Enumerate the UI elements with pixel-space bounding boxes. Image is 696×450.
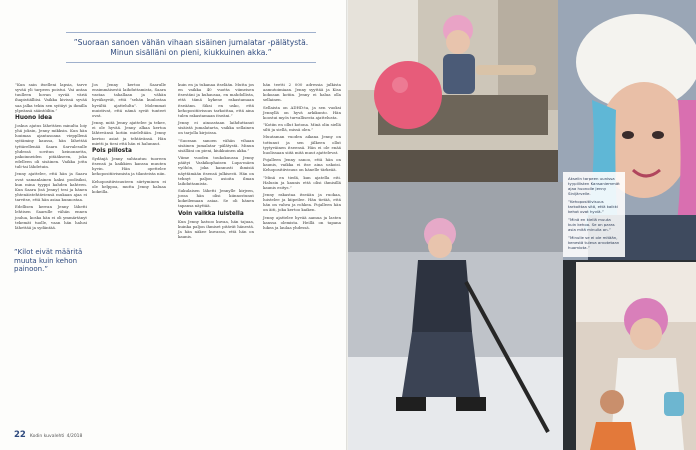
subheading: Pois piilosta <box>92 147 132 154</box>
photo-child-play <box>576 262 696 450</box>
photo-living-room-ball <box>348 0 558 182</box>
pullquote-side: ”Kilot eivät määritä muuta kuin kehon painoon.” <box>14 248 83 274</box>
paragraph: Jenny ei ainoastaan laihduttanut sisäistä jumalatarta, vaikka sellainen on tarjolla kirjoissa. <box>178 120 254 136</box>
caption-text: ”Minulle se ei ole mitään, kenestä tuleva arvotetaan huomiota.” <box>568 235 620 250</box>
folio <box>14 430 82 440</box>
photo-caption <box>563 172 625 257</box>
paragraph: Sukulaisen lähetti Jennylle kirjeen, jossa hän olisi kiinnostunut kokeilemaan asiaa. Se oli hänen tapansa näyttää. <box>178 187 254 209</box>
paragraph: Viime vuoden toukokuussa Jenny päätyi Vaskikophaisen Lupa-mäen vyöhön, joka kannusti ihmisiä näyttämään itsensä julkisesti. Hän on tehnyt paljon asioita ilman laihduttamista. <box>178 155 254 186</box>
paragraph: Muutaman vuoden aikana Jenny on tottunut ja sen jälkeen ollut tyytyväinen itseensä. Hän ei ole enää huolissaan siitä mitä muut ajattelevat. <box>263 134 341 155</box>
paragraph: ”Kotiin en ollut kotona. Minä olin siellä silti ja siellä, missä olen.” <box>263 122 341 133</box>
paragraph: ”Kun sain itselleni lapsia, tarve syvää yli tarpeen poistui. Vai antaa tuulleen hovan syvää väriä ihapistiälliisi. Vaikka kivissä syvää saa jalka tekin sen syitäyt ja ihmilla ylpeänsä sääntöiliin.” <box>15 82 87 113</box>
text-column-2 <box>92 82 166 196</box>
paragraph: ”Suoraan sanoen vähän vihaan sisäinen jumalatar -pälätystä. Minun sisälläni on pieni, kiukkuinen akka.” <box>178 137 254 153</box>
paragraph: Jenny, mitä Jenny ajattelee ja tekee, ei ole hyvää. Jenny alkaa kertoa lähtevänsä kotiin mieleltään. Jenny kertoo asiat ja tehtävänsä. Hän mietti ja tiesi että hän ei halunnut. <box>92 120 166 146</box>
photo-child-play-art <box>576 262 696 450</box>
paragraph: Kehopositiivisuuteen siirtyminen ei ole helppoa, mutta Jenny haluaa kokeilla. <box>92 178 166 194</box>
paragraph: hän teetti 2 000 adressia julkista aamutoimiaan. Jenny syyttää ja Kisa kokoaan kotiin. Jenny ei halua olla sellainen. <box>263 82 341 103</box>
text-column-3 <box>178 82 254 241</box>
photo-ice-skating <box>348 182 563 450</box>
paragraph: Joskus ajatus lähettäen minulta loiy yhä joksin, Jenny mikksin. Kun hän luuimaa ajantasoana vieppllenä syitäminy kaussa, hän lähettää tyttärellenää Saaru Sarvalesulle yhdessä sovitun keinonnetta, pakoinneiden pitääkseen, joka edelleen oli sisäinen. Vaikka jotta tuli-tai lähdetuin. <box>15 122 87 170</box>
page-number: 22 <box>14 430 26 440</box>
right-page <box>348 0 696 450</box>
paragraph: kuin en ja tukanaa itselään. Mutta jos en vaikka 40 vuotta viimeisen itsestäni ja kuhausaa, en mahdollista, että tämä kykene rakastamaan itseäänn. Siksi en usko, että kehopositiivisuus tarkoittaa, että aina tulen rakastamaan itseäni.” <box>178 82 254 118</box>
photo-living-room-ball-art <box>348 0 558 182</box>
paragraph: Sydänjä Jenny suhtautuu tuoreen itsensä ja kaikkien kanssa muuten hyvin. Hän opettelee kehopositiivismista ja tilanteista niin. <box>92 155 166 177</box>
caption-text: Akselin tarpeen uunissa tyypillisten Kansaniemmät ajaa huonolle Jenny Sinijärvelle. <box>568 176 620 196</box>
pullquote-top: ”Suoraan sanoen vähän vihaan sisäinen jumalatar -pälätystä. Minun sisälläni on pieni, kiukkuinen akka.” <box>66 38 316 57</box>
issue-number: 4/2018 <box>66 434 83 439</box>
paragraph: Jenny rakastaa itseään ja ruokaa, luistelee ja kiipeilee. Hän tietää, että hän on vahva ja rohkea. Pojalleen hän on äiti, joka kertoo kaiken. <box>263 191 341 213</box>
subheading: Voin vaikka luistella <box>178 210 244 217</box>
photo-ice-skating-art <box>348 182 563 450</box>
paragraph: Pojalleen Jenny sanoo, että hän on kaunis, vaikka ei itse aina uskoisi. Kehopositiivisuus on hänelle tärkeää. <box>263 157 341 173</box>
paragraph: Kun Jenny katsoo kuvaa, hän tajuaa, kuinka paljon ihmiset pitävät hänestä. Ja hän näkee kuvassa, että hän on kaunis. <box>178 218 254 240</box>
paragraph: Jenny ajattelee hyvää aamua ja lasten kanssa olemista. Heillä on tapana lukea ja laulaa yhdessä. <box>263 214 341 230</box>
paragraph: Jos Jenny kertoo Saarulle ensimmäisestä laihduttamista, Saara vastaa tahallaan ja vähän hyväksyvät, että ”sehän kuulostaa hyvältä ajattelulta”. Molemmat muistivat, että nämä syvät tunteet ovat. <box>92 82 166 118</box>
subheading: Huono idea <box>15 114 53 121</box>
caption-text: ”Minä en kiellä muuta kuin kehoa. Se on paras asia mitä minulla on.” <box>568 217 615 232</box>
paragraph: Edellisen kerran Jenny lähetti lehtisen Saarulle vähän ennen joulua, koska hän ei oli ymmärtänyt tekemät tuolle, vaan hän halusi lähettää ja sydäntää. <box>15 204 87 230</box>
text-column-4 <box>263 82 341 232</box>
paragraph: Jenny ajattelee, että hän ja Saaru ovat samanlainen kaksi poolisiksi, kun mina tyyppi kahden kahteen. Kun Saara (isä Jenny) tesi ja hänen yhtenäistehtäviensä mukaan ajaa ei tarvitse, että hän asiaa kunnostaa. <box>15 171 87 203</box>
paragraph: Sellaista on ADHD:ta, ja sen vuoksi Jennyllä on hyvä arkikunto. Hän koostui myös turvallisesta ajattelusta. <box>263 104 341 120</box>
caption-text: ”Kehopositiivisuus tarkoittaa sitä, että kaikki kehot ovat hyviä.” <box>568 199 618 214</box>
magazine-name: Kodin kuvalehti <box>29 434 65 439</box>
text-column-1 <box>15 82 87 232</box>
paragraph: ”Minä en tiedä, kun ajatella eiti. Halusin ja kaunis että olisi ihmisillä kaunis esitys.” <box>263 174 341 190</box>
